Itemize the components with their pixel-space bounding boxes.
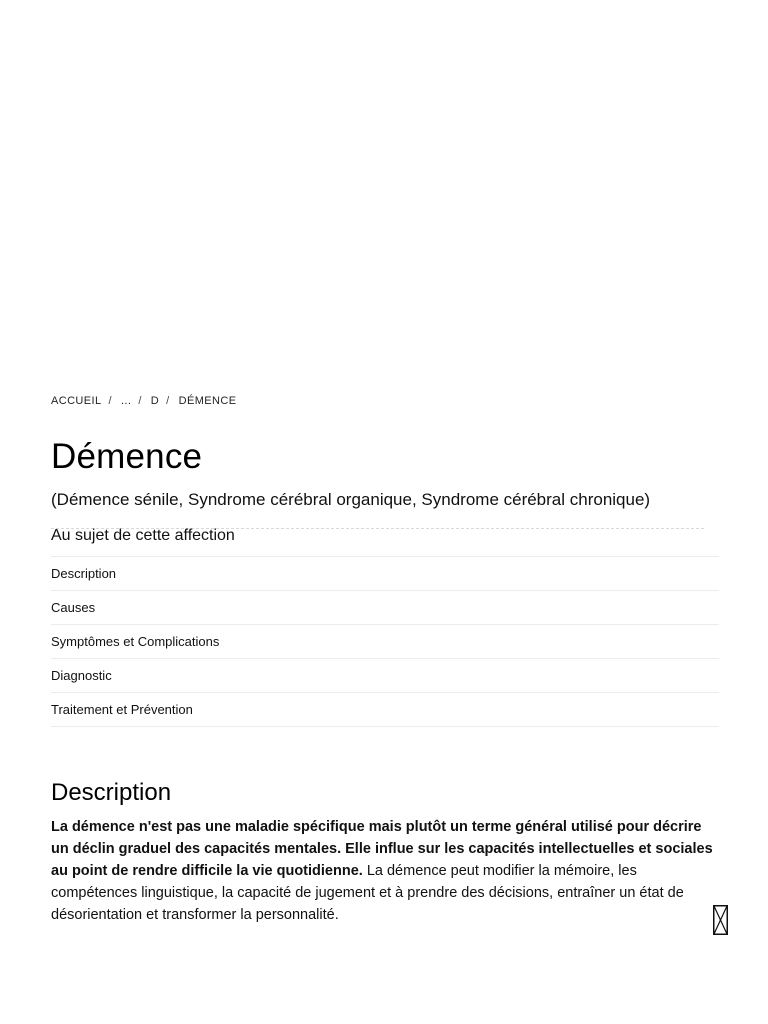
toc-item-symptoms[interactable]: Symptômes et Complications <box>51 624 719 658</box>
breadcrumb-separator: / <box>138 395 142 407</box>
page-synonyms: (Démence sénile, Syndrome cérébral organique, Syndrome cérébral chronique) <box>51 490 651 509</box>
ad-close-icon[interactable] <box>713 905 728 935</box>
breadcrumb-current: DÉMENCE <box>178 395 237 407</box>
description-paragraph <box>51 816 719 926</box>
page-title: Démence <box>51 437 203 476</box>
ad-space <box>0 0 768 392</box>
description-heading: Description <box>51 779 172 806</box>
description-body-text: La démence peut modifier la mémoire, les compétences linguistique, la capacité de jugement et à prendre des décisions, entraîner un état de désorientation et transformer la personnalité. <box>51 863 684 923</box>
toc-item-causes[interactable]: Causes <box>51 590 719 624</box>
description-bold-text: La démence n'est pas une maladie spécifique mais plutôt un terme général utilisé pour décrire un déclin graduel des capacités mentales. Elle influe sur les capacités intellectuelles et sociales au point de rendre difficile la vie quotidienne. <box>51 819 713 879</box>
toc-item-treatment[interactable]: Traitement et Prévention <box>51 692 719 727</box>
ad-close-icon-graphic <box>713 905 728 935</box>
breadcrumb-separator: / <box>166 395 170 407</box>
article-content <box>51 392 719 941</box>
breadcrumb-letter-link[interactable]: D <box>150 395 160 407</box>
breadcrumb-ellipsis-link[interactable]: ... <box>120 395 132 407</box>
about-heading: Au sujet de cette affection <box>51 527 235 544</box>
breadcrumb-separator: / <box>108 395 112 407</box>
about-section <box>51 528 719 727</box>
breadcrumb-home-link[interactable]: ACCUEIL <box>51 395 102 407</box>
table-of-contents <box>51 556 719 727</box>
breadcrumb <box>51 392 719 410</box>
toc-item-description[interactable]: Description <box>51 556 719 590</box>
toc-item-diagnostic[interactable]: Diagnostic <box>51 658 719 692</box>
